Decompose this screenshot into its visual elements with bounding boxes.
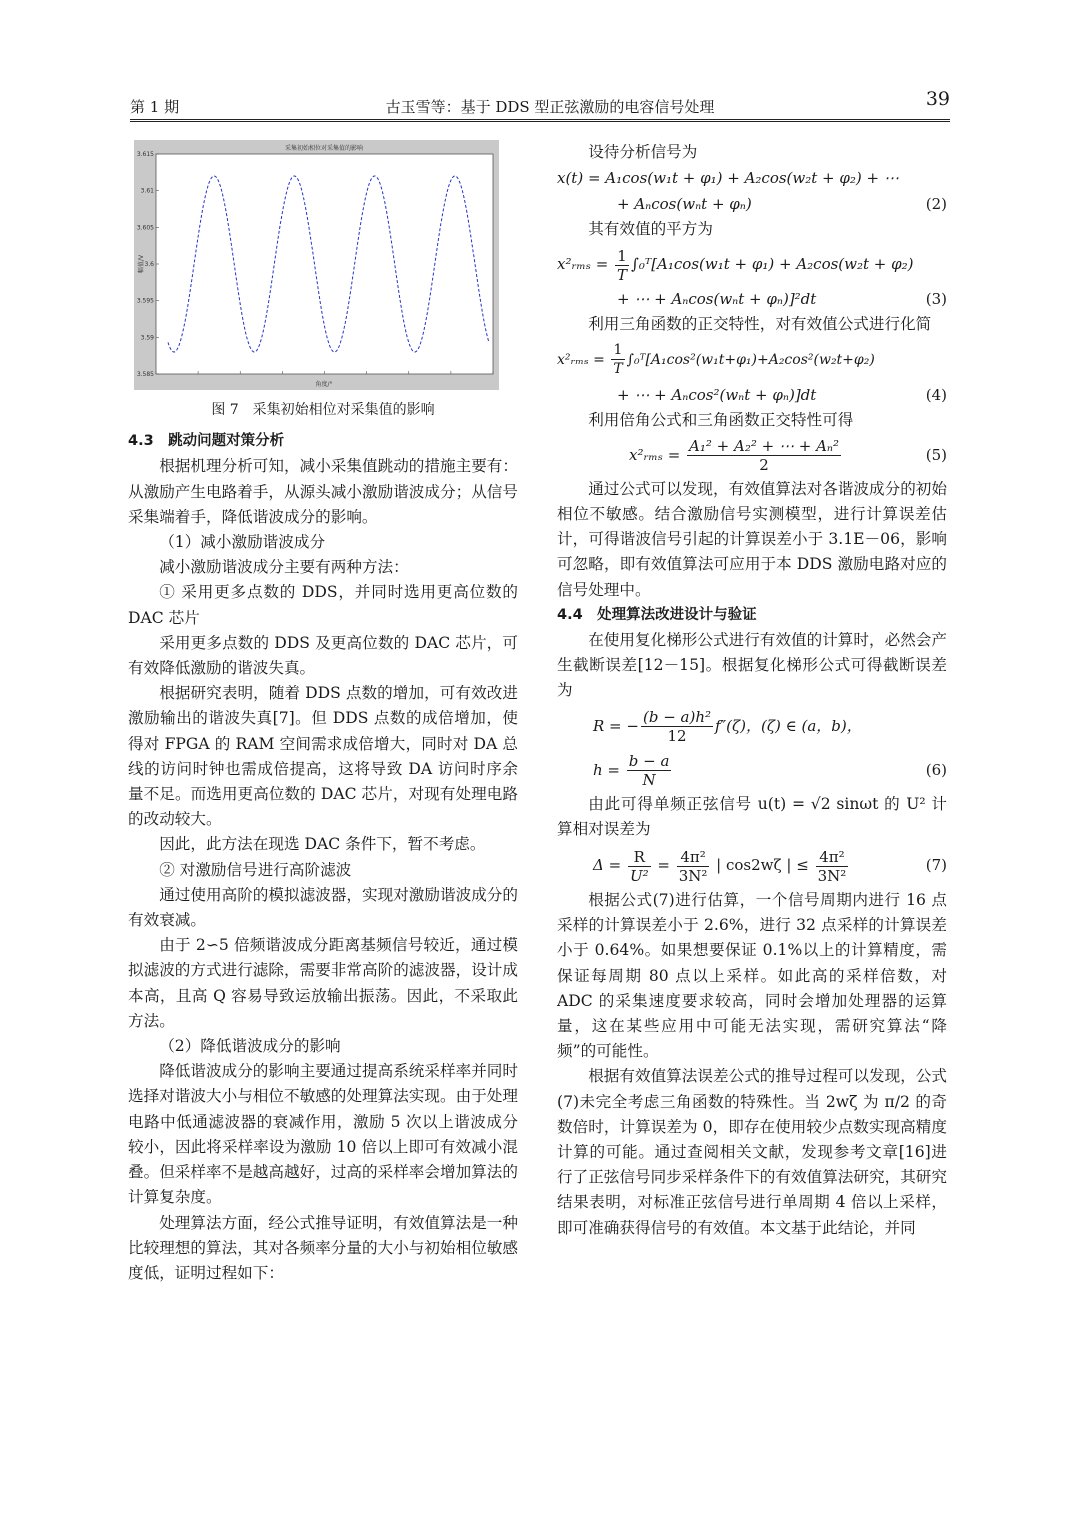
paragraph: 通过公式可以发现，有效值算法对各谐波成分的初始相位不敏感。结合激励信号实测模型，进行计算误差估计，可得谐波信号引起的计算误差小于 3.1E－06，影响可忽略，即有效值算法可应用于本 DDS 激励电路对应的信号处理中。 (557, 479, 947, 599)
paragraph: 根据研究表明，随着 DDS 点数的增加，可有效改进激励输出的谐波失真[7]。但 DDS 点数的成倍增加，使得对 FPGA 的 RAM 空间需求成倍增大，同时对 DA 总线的访问时钟也需成倍提高，这将导致 DA 访问时序余量不足。而选用更高位数的 DAC 芯片，对现有处理电路的改动较大。 (128, 684, 518, 829)
header-rule (130, 119, 950, 122)
paragraph: 根据公式(7)进行估算，一个信号周期内进行 16 点采样的计算误差小于 2.6%，进行 32 点采样的计算误差小于 0.64%。如果想要保证 0.1%以上的计算精度，需保证每周期 80 点以上采样。如此高的采样倍数，对 ADC 的采集速度要求较高，同时会增加处理器的运算量，这在某些应用中可能无法实现，需研究算法“降频”的可能性。 (557, 891, 947, 1061)
y-tick-label: 3.59 (140, 334, 154, 342)
equation-6b: h = $\frac{b - a}{N}$ (6) (557, 748, 947, 792)
paragraph: 根据机理分析可知，减小采集值跳动的措施主要有：从激励产生电路着手，从源头减小激励谐波成分；从信号采集端着手，降低谐波成分的影响。 (128, 457, 518, 526)
paragraph: 设待分析信号为 (588, 143, 698, 161)
paragraph: 处理算法方面，经公式推导证明，有效值算法是一种比较理想的算法，其对各频率分量的大小与初始相位敏感度低，证明过程如下： (128, 1213, 518, 1282)
equation-7: Δ = $\frac{R}{\text{U²}}$ = $\frac{\text{4π²}}{\text{3N²}}$ | cos2wζ | ≤ $\frac{\text{4π²}}{\text{3N²}}$ (7) (557, 842, 947, 888)
equation-5: x²ᵣₘₛ = $\frac{\text{A₁² + A₂² + ⋯ + Aₙ²}}{2}$ (5) (557, 433, 947, 477)
y-tick-label: 3.61 (140, 187, 154, 195)
line-chart (134, 140, 499, 390)
paragraph: 利用三角函数的正交特性，对有效值公式进行化简 (588, 315, 932, 334)
equation-number: (7) (925, 856, 947, 875)
paragraph: 由此可得单频正弦信号 u(t) = √2 sinωt 的 U² 计算相对误差为 (557, 794, 947, 838)
equation-4: x²ᵣₘₛ = $\frac{1}{T}$ ∫₀ᵀ[A₁cos²(w₁t+φ₁)+A₂cos²(w₂t+φ₂) (557, 342, 875, 378)
issue-number: 第 1 期 (130, 98, 180, 116)
paragraph: 因此，此方法在现选 DAC 条件下，暂不考虑。 (159, 835, 486, 854)
subheading: （1）减小激励谐波成分 (159, 533, 326, 552)
paragraph: 由于 2∽5 倍频谐波成分距离基频信号较近，通过模拟滤波的方式进行滤除，需要非常高阶的滤波器，设计成本高，且高 Q 容易导致运放输出振荡。因此，不采取此方法。 (128, 936, 518, 1030)
y-tick-label: 3.595 (136, 297, 154, 305)
paragraph: 根据有效值算法误差公式的推导过程可以发现，公式(7)未完全考虑三角函数的特殊性。当 2wζ 为 π/2 的奇数倍时，计算误差为 0，即存在使用较少点数实现高精度计算的可能。通过查阅相关文献，发现参考文章[16]进行了正弦信号同步采样条件下的有效值算法研究，其研究结果表明，对标准正弦信号进行单周期 4 倍以上采样，即可准确获得信号的有效值。本文基于此结论，并同 (557, 1067, 947, 1237)
paragraph: 采用更多点数的 DDS 及更高位数的 DAC 芯片，可有效降低激励的谐波失真。 (128, 633, 518, 678)
paragraph: ② 对激励信号进行高阶滤波 (159, 860, 352, 879)
figure-7 (134, 140, 499, 390)
paragraph: 降低谐波成分的影响主要通过提高系统采样率并同时选择对谐波大小与相位不敏感的处理算法实现。由于处理电路中低通滤波器的衰减作用，激励 5 次以上谐波成分较小，因此将采样率设为激励 10 倍以上即可有效减小混叠。但采样率不是越高越好，过高的采样率会增加算法的计算复杂度。 (128, 1062, 518, 1207)
figure-caption: 图 7 采集初始相位对采集值的影响 (211, 402, 435, 418)
right-column: 设待分析信号为 x(t) = A₁cos(w₁t + φ₁) + A₂cos(w₂t + φ₂) + ⋯ + Aₙcos(wₙt + φₙ) (2) 其有效值的平方为 x²ᵣₘₛ = $\frac{1}{T}$ ∫₀ᵀ[A₁cos(w₁t + φ₁) + A₂cos(w₂t + φ₂) + ⋯ + Aₙcos(wₙt + φₙ)]²dt (3) 利用三角函数的正交特性，对有效值公式进行化简 x²ᵣₘₛ = $\frac{1}{T}$ ∫₀ᵀ[A₁cos²(w₁t+φ₁)+A₂cos²(w₂t+φ₂) + ⋯ + Aₙcos²(wₙt + φₙ)]dt (4) 利用倍角公式和三角函数正交特性可得 x²ᵣₘₛ = $\frac{\text{A₁² + A₂² + ⋯ + Aₙ²}}{2}$ (5) 通过公式可以发现，有效值算法对各谐波成分的初始相位不敏感。结合激励信号实测模型，进行计算误差估计，可得谐波信号引起的计算误差小于 3.1E－06，影响可忽略，即有效值算法可应用于本 DDS 激励电路对应的信号处理中。 4.4 处理算法改进设计与验证 在使用复化梯形公式进行有效值的计算时，必然会产生截断误差[12－15]。根据复化梯形公式可得截断误差为 R = − $\frac{\text{(b − a)h²}}{12}$ f″(ζ)，(ζ) ∈ (a，b)， h = $\frac{b - a}{N}$ (6) 由此可得单频正弦信号 u(t) = √2 sinωt 的 U² 计算相对误差为 Δ = $\frac{R}{\text{U²}}$ = $\frac{\text{4π²}}{\text{3N²}}$ | cos2wζ | ≤ $\frac{\text{4π²}}{\text{3N²}}$ (7) 根据公式(7)进行估算，一个信号周期内进行 16 点采样的计算误差小于 2.6%，进行 32 点采样的计算误差小于 0.64%。如果想要保证 0.1%以上的计算精度，需保证每周期 80 点以上采样。如此高的采样倍数，对 ADC 的采集速度要求较高，同时会增加处理器的运算量，这在某些应用中可能无法实现，需研究算法“降频”的可能性。 根据有效值算法误差公式的推导过程可以发现，公式(7)未完全考虑三角函数的特殊性。当 2wζ 为 π/2 的奇数倍时，计算误差为 0，即存在使用较少点数实现高精度计算的可能。通过查阅相关文献，发现参考文章[16]进行了正弦信号同步采样条件下的有效值算法研究，其研究结果表明，对标准正弦信号进行单周期 4 倍以上采样，即可准确获得信号的有效值。本文基于此结论，并同 (557, 140, 947, 1241)
running-title: 古玉雪等：基于 DDS 型正弦激励的电容信号处理 (385, 98, 715, 116)
equation-number: (2) (925, 195, 947, 214)
section-4-4-heading: 4.4 处理算法改进设计与验证 (557, 606, 757, 623)
equation-number: (4) (925, 385, 947, 404)
subheading: （2）降低谐波成分的影响 (159, 1037, 341, 1056)
equation-number: (5) (925, 445, 947, 464)
paragraph: 减小激励谐波成分主要有两种方法： (159, 558, 409, 577)
y-tick-label: 3.605 (136, 224, 154, 232)
y-axis-label: 幅值/V (138, 254, 145, 274)
plot-title: 采集初始相位对采集值的影响 (284, 145, 364, 152)
paragraph: 利用倍角公式和三角函数正交特性可得 (588, 410, 854, 429)
equation-6a: R = − $\frac{\text{(b − a)h²}}{12}$ f″(ζ)，(ζ) ∈ (a，b)， (593, 708, 862, 746)
equation-number: (3) (925, 290, 947, 309)
equation-number: (6) (925, 760, 947, 779)
paragraph: 通过使用高阶的模拟滤波器，实现对激励谐波成分的有效衰减。 (128, 885, 518, 930)
paragraph: 其有效值的平方为 (588, 220, 713, 239)
left-column (128, 140, 518, 1286)
x-axis-label: 角度/° (315, 381, 333, 388)
page-number: 39 (925, 88, 950, 110)
equation-2: x(t) = A₁cos(w₁t + φ₁) + A₂cos(w₂t + φ₂) + ⋯ (557, 169, 899, 188)
y-tick-label: 3.585 (136, 371, 154, 378)
y-tick-label: 3.6 (144, 261, 154, 268)
running-header (130, 88, 950, 120)
section-4-3-heading: 4.3 跳动问题对策分析 (128, 433, 285, 450)
equation-3: x²ᵣₘₛ = $\frac{1}{T}$ ∫₀ᵀ[A₁cos(w₁t + φ₁) + A₂cos(w₂t + φ₂) (557, 246, 914, 284)
paragraph: ① 采用更多点数的 DDS，并同时选用更高位数的 DAC 芯片 (128, 583, 518, 627)
y-tick-label: 3.615 (136, 151, 154, 158)
paragraph: 在使用复化梯形公式进行有效值的计算时，必然会产生截断误差[12－15]。根据复化梯形公式可得截断误差为 (557, 631, 947, 700)
